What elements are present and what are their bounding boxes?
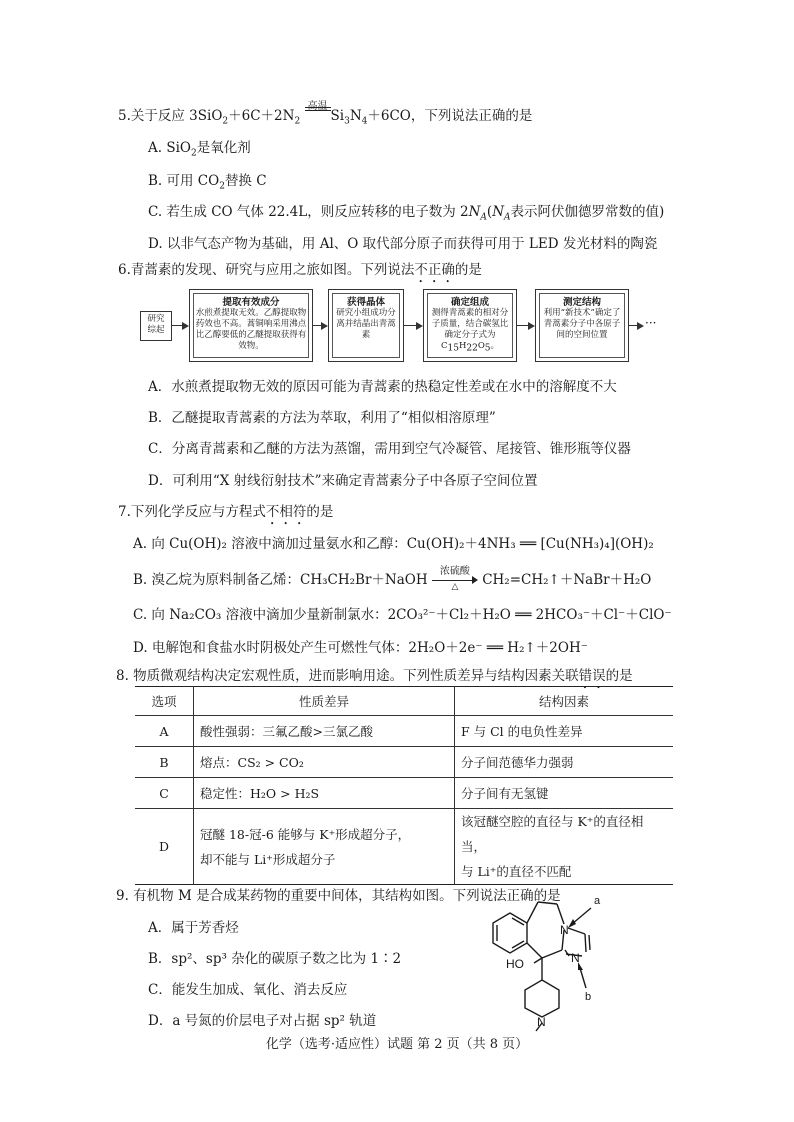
- q9-structure-diagram: [470, 888, 630, 1032]
- q9-option-a: A．属于芳香烃: [148, 920, 239, 936]
- flow-arrow-1: [312, 325, 326, 326]
- flow-box-composition: 确定组成 测得青蒿素的相对分子质量，结合碳氢比确定分子式为$C_{15}H_{22}O_5$。: [423, 289, 517, 362]
- q6-option-b: B．乙醚提取青蒿素的方法为萃取，利用了“相似相溶原理”: [148, 410, 496, 426]
- q7-stem: 7.下列化学反应与方程式不相符的是: [118, 504, 334, 520]
- table-row: A 酸性强弱：三氟乙酸>三氯乙酸 F 与 Cl 的电负性差异: [135, 716, 673, 747]
- q6-option-c: C．分离青蒿素和乙醚的方法为蒸馏，需用到空气冷凝管、尾接管、锥形瓶等仪器: [148, 441, 631, 457]
- flow-arrow-4: [628, 325, 642, 326]
- q6-option-a: A．水煎煮提取物无效的原因可能为青蒿素的热稳定性差或在水中的溶解度不大: [148, 379, 617, 395]
- flow-box-extract: 提取有效成分 水煎煮提取无效。乙醇提取物药效也不高。蒿铜响采用沸点比乙醇要低的乙醚提取获得有效物。: [189, 289, 313, 362]
- flow-box-crystal: 获得晶体 研究小组成功分离并结晶出青蒿素: [328, 289, 404, 362]
- flow-box-structure: 测定结构 利用“新技术”确定了青蒿素分子中各原子间的空间位置: [535, 289, 629, 362]
- table-header-row: [135, 687, 673, 716]
- q7-option-b: B. 溴乙烷为原料制备乙烯：CH₃CH₂Br＋NaOH 浓硫酸 △ CH₂=CH₂↑＋NaBr＋H₂O: [133, 565, 652, 592]
- table-header: 性质差异: [194, 687, 455, 716]
- q7-option-c: C. 向 Na₂CO₃ 溶液中滴加少量新制氯水：2CO₃²⁻＋Cl₂＋H₂O ══ 2HCO₃⁻＋Cl⁻＋ClO⁻: [133, 607, 672, 623]
- q8-stem: 8. 物质微观结构决定宏观性质，进而影响用途。下列性质差异与结构因素关联错误的是: [116, 668, 633, 684]
- q9-option-c: C．能发生加成、氧化、消去反应: [148, 982, 348, 998]
- table-header: 选项: [135, 687, 194, 716]
- q7-condition-arrow: 浓硫酸 △: [432, 574, 478, 588]
- q9-option-b: B．sp²、sp³ 杂化的碳原子数之比为 1∶2: [148, 951, 402, 967]
- table-row: B 熔点：CS₂ > CO₂ 分子间范德华力强弱: [135, 747, 673, 778]
- atom-n-piperidine: N: [537, 1015, 546, 1029]
- q5-option-a: A. SiO$_2$是氧化剂: [148, 140, 251, 159]
- q6-stem: 6.青蒿素的发现、研究与应用之旅如图。下列说法不正确的是: [118, 262, 482, 278]
- q7-option-d: D. 电解饱和食盐水时阴极处产生可燃性气体：2H₂O＋2e⁻ ══ H₂↑＋2OH⁻: [133, 640, 588, 656]
- q6-option-d: D．可利用“X 射线衍射技术”来确定青蒿素分子中各原子空间位置: [148, 473, 538, 489]
- label-b: b: [585, 991, 592, 1003]
- q5-stem: 5.关于反应 $3SiO_2+6C+2N_2$ 高温 $Si_3N_4+6CO$，下列说法正确的是: [118, 101, 533, 127]
- flow-arrow-2: [403, 325, 421, 326]
- atom-n-b: N: [571, 951, 580, 965]
- flow-start-box: 研究 综起: [140, 311, 172, 341]
- table-row: D 冠醚 18-冠-6 能够与 K⁺形成超分子， 却不能与 Li⁺形成超分子 该冠醚空腔的直径与 K⁺的直径相当， 与 Li⁺的直径不匹配: [135, 809, 673, 885]
- flow-ellipsis: ···: [645, 316, 657, 330]
- q9-option-d: D．a 号氮的价层电子对占据 sp² 轨道: [148, 1013, 377, 1029]
- q9-stem: 9. 有机物 M 是合成某药物的重要中间体，其结构如图。下列说法正确的是: [116, 888, 561, 904]
- q7-option-a: A. 向 Cu(OH)₂ 溶液中滴加过量氨水和乙醇：Cu(OH)₂＋4NH₃ ══ [Cu(NH₃)₄](OH)₂: [133, 536, 654, 552]
- page-footer: 化学（选考·适应性）试题 第 2 页（共 8 页）: [265, 1037, 529, 1052]
- q5-option-d: D. 以非气态产物为基础，用 Al、O 取代部分原子而获得可用于 LED 发光材料的陶瓷: [148, 236, 658, 252]
- flow-arrow-3: [516, 325, 533, 326]
- atom-ho: HO: [506, 957, 524, 971]
- table-header: 结构因素: [455, 687, 674, 716]
- atom-n-a: N: [560, 923, 569, 937]
- q5-option-b: B. 可用 $CO_2$替换 C: [148, 173, 267, 192]
- label-a: a: [594, 895, 601, 907]
- flow-arrow-0: [171, 325, 187, 326]
- table-row: C 稳定性：H₂O > H₂S 分子间有无氢键: [135, 778, 673, 809]
- q5-condition: 高温: [305, 108, 331, 124]
- q5-option-c: C. 若生成 CO 气体 22.4L，则反应转移的电子数为 $2N_A(N_A$表示阿伏伽德罗常数的值): [148, 204, 665, 223]
- q8-table: [135, 686, 673, 885]
